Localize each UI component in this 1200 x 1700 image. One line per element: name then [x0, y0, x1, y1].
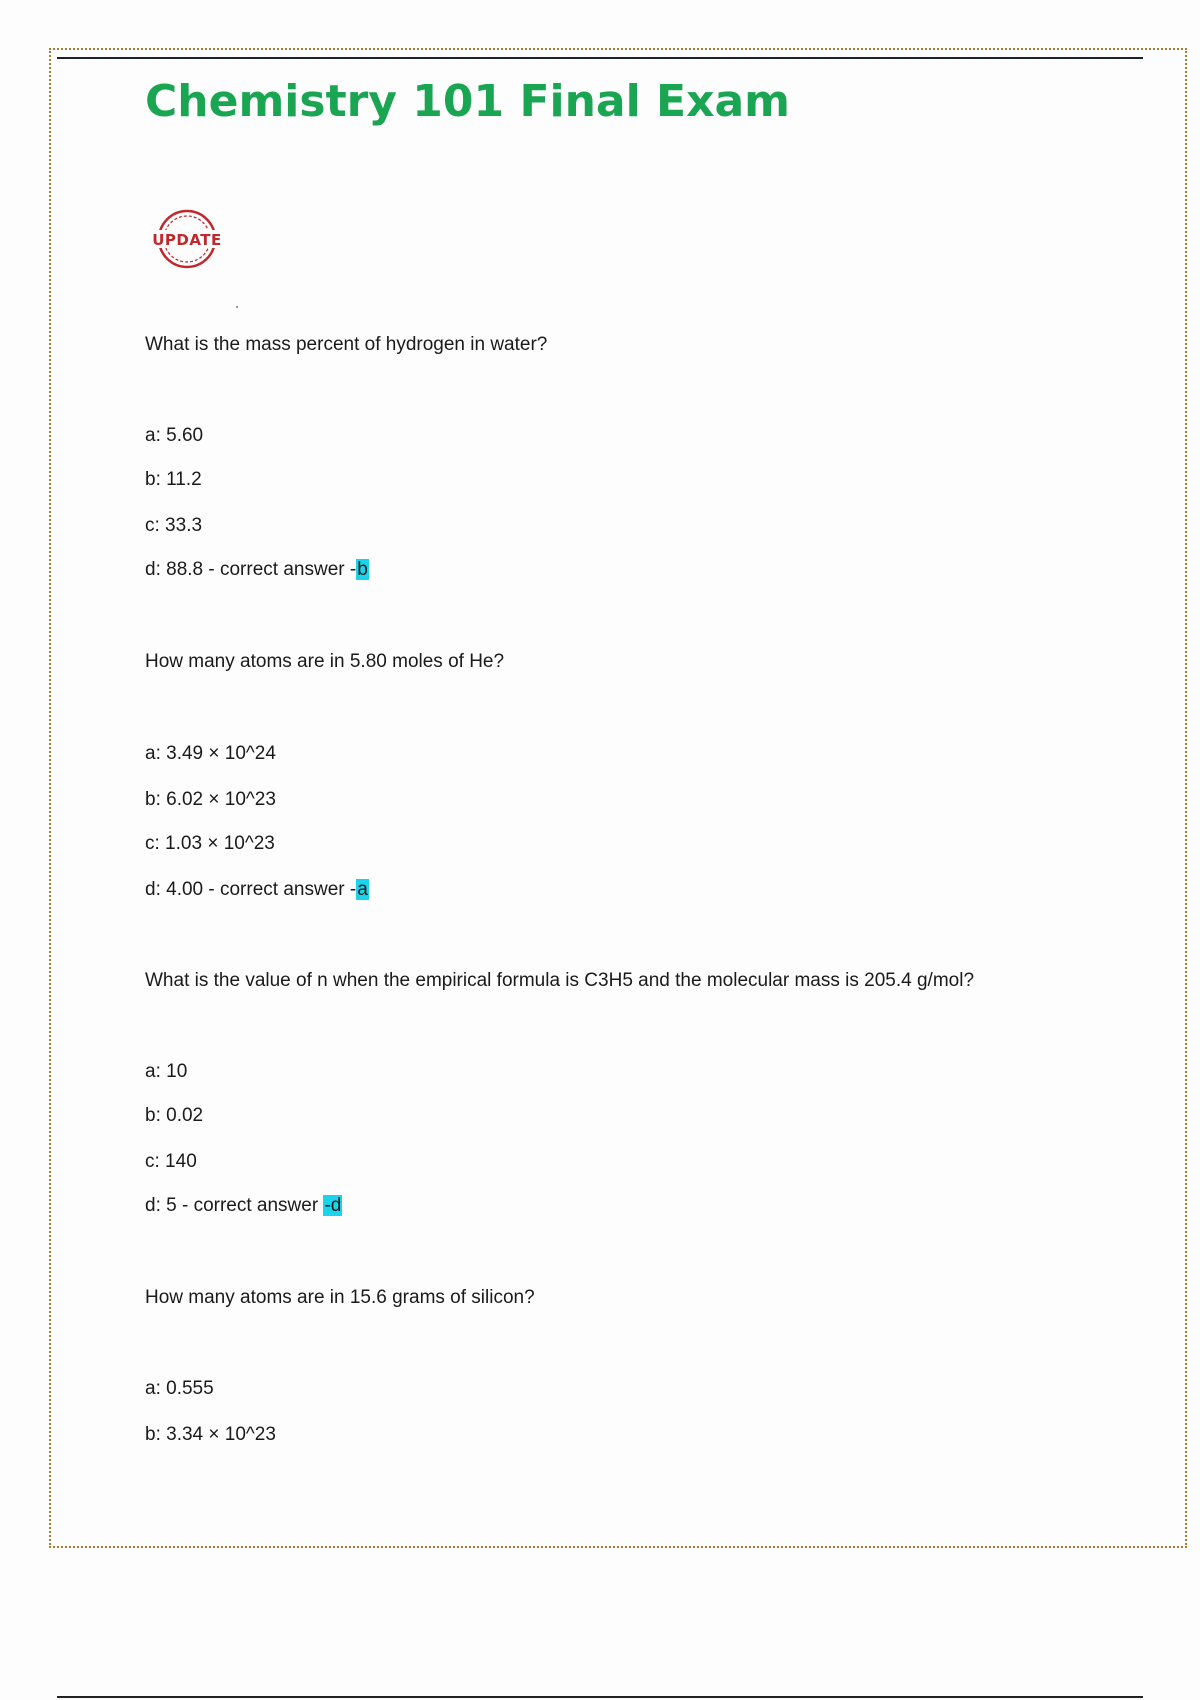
answer-option: c: 1.03 × 10^23 — [145, 833, 275, 854]
answer-option-correct — [145, 878, 369, 902]
answer-option: c: 140 — [145, 1151, 197, 1172]
highlighted-answer-letter: -d — [324, 1195, 342, 1216]
footer-rule — [57, 1696, 1143, 1698]
header-rule — [57, 57, 1143, 59]
answer-option-label: d: 5 - correct answer — [145, 1195, 324, 1216]
answer-option-correct — [145, 558, 369, 582]
question-text: How many atoms are in 15.6 grams of silicon? — [145, 1287, 535, 1308]
answer-option-correct — [145, 1194, 342, 1218]
answer-option: a: 10 — [145, 1061, 188, 1082]
highlighted-answer-letter: b — [357, 559, 368, 580]
answer-option: b: 6.02 × 10^23 — [145, 789, 276, 810]
svg-text:UPDATE: UPDATE — [152, 231, 222, 249]
highlighted-answer-letter: a — [357, 879, 368, 900]
question-text: How many atoms are in 5.80 moles of He? — [145, 651, 505, 672]
answer-option-label: d: 4.00 - correct answer - — [145, 879, 357, 900]
answer-option: a: 0.555 — [145, 1378, 214, 1399]
answer-option-label: d: 88.8 - correct answer - — [145, 559, 357, 580]
answer-option: b: 0.02 — [145, 1105, 204, 1126]
update-stamp-logo — [145, 207, 229, 271]
answer-option: a: 5.60 — [145, 425, 204, 446]
answer-option: a: 3.49 × 10^24 — [145, 743, 276, 764]
question-text: What is the value of n when the empirical formula is C3H5 and the molecular mass is 205.4 g/mol? — [145, 970, 975, 991]
document-title: Chemistry 101 Final Exam — [145, 76, 791, 127]
question-text: What is the mass percent of hydrogen in water? — [145, 334, 548, 355]
answer-option: b: 11.2 — [145, 469, 202, 490]
answer-option: b: 3.34 × 10^23 — [145, 1424, 276, 1445]
answer-option: c: 33.3 — [145, 515, 203, 536]
scan-speck — [236, 306, 238, 308]
